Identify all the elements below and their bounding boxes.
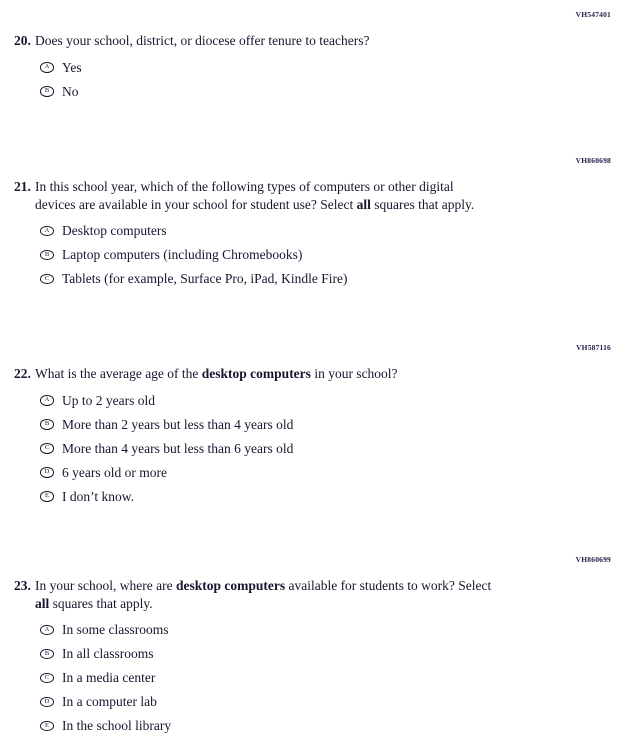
item-code: VH587116 [576, 343, 611, 352]
answer-option-label: In all classrooms [62, 646, 154, 662]
answer-option-label: In a computer lab [62, 694, 157, 710]
answer-bubble-e[interactable] [40, 721, 54, 732]
question-block [0, 156, 622, 291]
question-row [0, 178, 622, 213]
question-row [0, 365, 622, 383]
answer-bubble-b[interactable] [40, 419, 54, 430]
answer-bubble-a[interactable] [40, 226, 54, 237]
question-text [35, 365, 398, 383]
answer-option-label: I don’t know. [62, 488, 134, 504]
question-block [0, 343, 622, 509]
answer-option[interactable] [0, 461, 622, 485]
question-prompt-line: all squares that apply. [35, 595, 153, 611]
answer-bubble-letter: A [44, 396, 50, 404]
question-block [0, 555, 622, 738]
item-code: VH860699 [575, 555, 611, 564]
answer-option-label: Desktop computers [62, 223, 167, 239]
answer-bubble-letter: A [44, 226, 50, 234]
question-prompt-line: Does your school, district, or diocese offer tenure to teachers? [35, 33, 370, 48]
answer-bubble-letter: C [44, 274, 50, 282]
answer-option[interactable] [0, 267, 622, 291]
answer-bubble-letter: B [44, 250, 50, 258]
question-row [0, 32, 622, 50]
question-prompt-line: In this school year, which of the following types of computers or other digital [35, 179, 454, 194]
answer-option-label: Yes [62, 59, 82, 75]
answer-option-label: Laptop computers (including Chromebooks) [62, 247, 303, 263]
answer-option[interactable] [0, 80, 622, 104]
options-list [0, 618, 622, 738]
question-text [35, 577, 491, 612]
question-prompt-line: devices are available in your school for student use? Select all squares that apply. [35, 196, 475, 212]
answer-bubble-letter: D [44, 468, 50, 476]
answer-bubble-d[interactable] [40, 467, 54, 478]
answer-option[interactable] [0, 618, 622, 642]
answer-bubble-letter: B [44, 87, 50, 95]
question-block [0, 10, 622, 104]
answer-bubble-letter: D [44, 697, 50, 705]
question-prompt-line: What is the average age of the desktop computers in your school? [35, 366, 398, 381]
answer-option[interactable] [0, 642, 622, 666]
answer-bubble-e[interactable] [40, 491, 54, 502]
answer-option-label: More than 4 years but less than 6 years old [62, 440, 294, 456]
options-list [0, 219, 622, 291]
answer-option-label: 6 years old or more [62, 464, 167, 480]
options-list [0, 389, 622, 509]
answer-bubble-b[interactable] [40, 649, 54, 660]
answer-option-label: In some classrooms [62, 622, 169, 638]
answer-bubble-c[interactable] [40, 673, 54, 684]
answer-option[interactable] [0, 690, 622, 714]
question-row [0, 577, 622, 612]
options-list [0, 56, 622, 104]
answer-option[interactable] [0, 437, 622, 461]
answer-bubble-letter: C [44, 444, 50, 452]
question-number: 21. [14, 179, 31, 194]
answer-option-label: In the school library [62, 718, 172, 734]
answer-option-label: No [62, 83, 79, 99]
answer-option-label: Tablets (for example, Surface Pro, iPad, Kindle Fire) [62, 271, 348, 287]
question-number: 20. [14, 33, 31, 48]
answer-bubble-letter: E [45, 721, 49, 729]
answer-option-label: More than 2 years but less than 4 years old [62, 416, 294, 432]
item-code: VH860698 [575, 156, 611, 165]
answer-option[interactable] [0, 714, 622, 738]
answer-bubble-a[interactable] [40, 62, 54, 73]
answer-bubble-letter: C [44, 673, 50, 681]
question-number: 23. [14, 578, 31, 593]
answer-option-label: In a media center [62, 670, 156, 686]
answer-bubble-a[interactable] [40, 395, 54, 406]
question-text [35, 178, 474, 213]
answer-bubble-c[interactable] [40, 443, 54, 454]
answer-bubble-letter: A [44, 63, 50, 71]
question-text [35, 32, 370, 50]
item-code: VH547401 [575, 10, 611, 19]
answer-option-label: Up to 2 years old [62, 392, 155, 408]
answer-option[interactable] [0, 56, 622, 80]
answer-option[interactable] [0, 389, 622, 413]
answer-option[interactable] [0, 666, 622, 690]
answer-bubble-letter: B [44, 649, 50, 657]
answer-bubble-b[interactable] [40, 250, 54, 261]
answer-option[interactable] [0, 243, 622, 267]
answer-option[interactable] [0, 485, 622, 509]
answer-bubble-a[interactable] [40, 625, 54, 636]
answer-bubble-letter: E [45, 492, 49, 500]
answer-bubble-c[interactable] [40, 274, 54, 285]
answer-option[interactable] [0, 413, 622, 437]
answer-bubble-letter: B [44, 420, 50, 428]
answer-bubble-letter: A [44, 625, 50, 633]
answer-bubble-b[interactable] [40, 86, 54, 97]
answer-bubble-d[interactable] [40, 697, 54, 708]
question-number: 22. [14, 366, 31, 381]
answer-option[interactable] [0, 219, 622, 243]
question-prompt-line: In your school, where are desktop computers available for students to work? Select [35, 578, 492, 593]
